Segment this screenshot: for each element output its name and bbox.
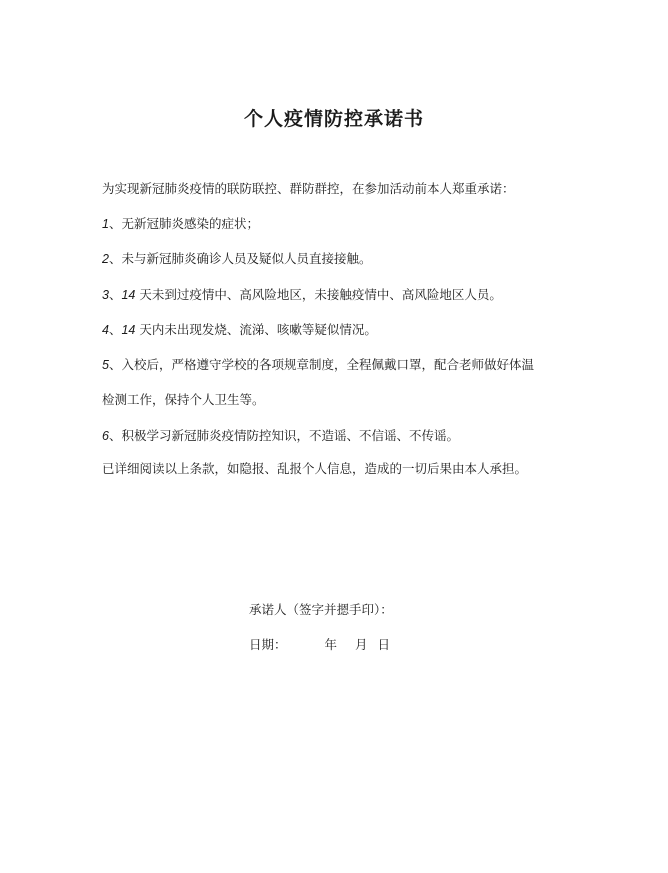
item-text-continued: 天未到过疫情中、高风险地区，未接触疫情中、高风险地区人员。	[135, 287, 502, 302]
list-item-2	[102, 250, 582, 268]
date-label: 日期：	[249, 637, 287, 652]
item-number: 4	[102, 323, 109, 337]
list-item-5	[102, 356, 582, 374]
year-label: 年	[324, 637, 338, 652]
day-label: 日	[377, 637, 391, 652]
item-number: 1	[102, 217, 109, 231]
item-days-number: 14	[121, 288, 136, 302]
list-item-1	[102, 215, 582, 233]
list-item-3	[102, 286, 582, 304]
signature-line: 承诺人（签字并摁手印）：	[249, 602, 393, 617]
item-number: 6	[102, 429, 109, 443]
item-text-continued: 天内未出现发烧、流涕、咳嗽等疑似情况。	[135, 322, 377, 337]
month-label: 月	[355, 637, 368, 652]
item-text: 、无新冠肺炎感染的症状；	[108, 216, 259, 231]
list-item-6	[102, 427, 582, 445]
item-text: 、	[108, 287, 122, 302]
item-number: 5	[102, 358, 109, 372]
item-text: 、入校后，严格遵守学校的各项规章制度，全程佩戴口罩，配合老师做好体温	[108, 357, 534, 372]
closing-statement: 已详细阅读以上条款，如隐报、乱报个人信息，造成的一切后果由本人承担。	[102, 461, 528, 476]
item-number: 2	[102, 252, 109, 266]
intro-paragraph: 为实现新冠肺炎疫情的联防联控、群防群控，在参加活动前本人郑重承诺：	[102, 181, 515, 196]
item-text: 、	[108, 322, 122, 337]
list-item-4	[102, 321, 582, 339]
item-number: 3	[102, 288, 109, 302]
item-text: 、未与新冠肺炎确诊人员及疑似人员直接接触。	[108, 251, 372, 266]
page-title: 个人疫情防控承诺书	[243, 108, 424, 130]
item-days-number: 14	[121, 323, 136, 337]
date-line	[249, 636, 390, 654]
item-text: 、积极学习新冠肺炎疫情防控知识，不造谣、不信谣、不传谣。	[108, 428, 459, 443]
list-item-5-continued: 检测工作，保持个人卫生等。	[102, 392, 265, 407]
